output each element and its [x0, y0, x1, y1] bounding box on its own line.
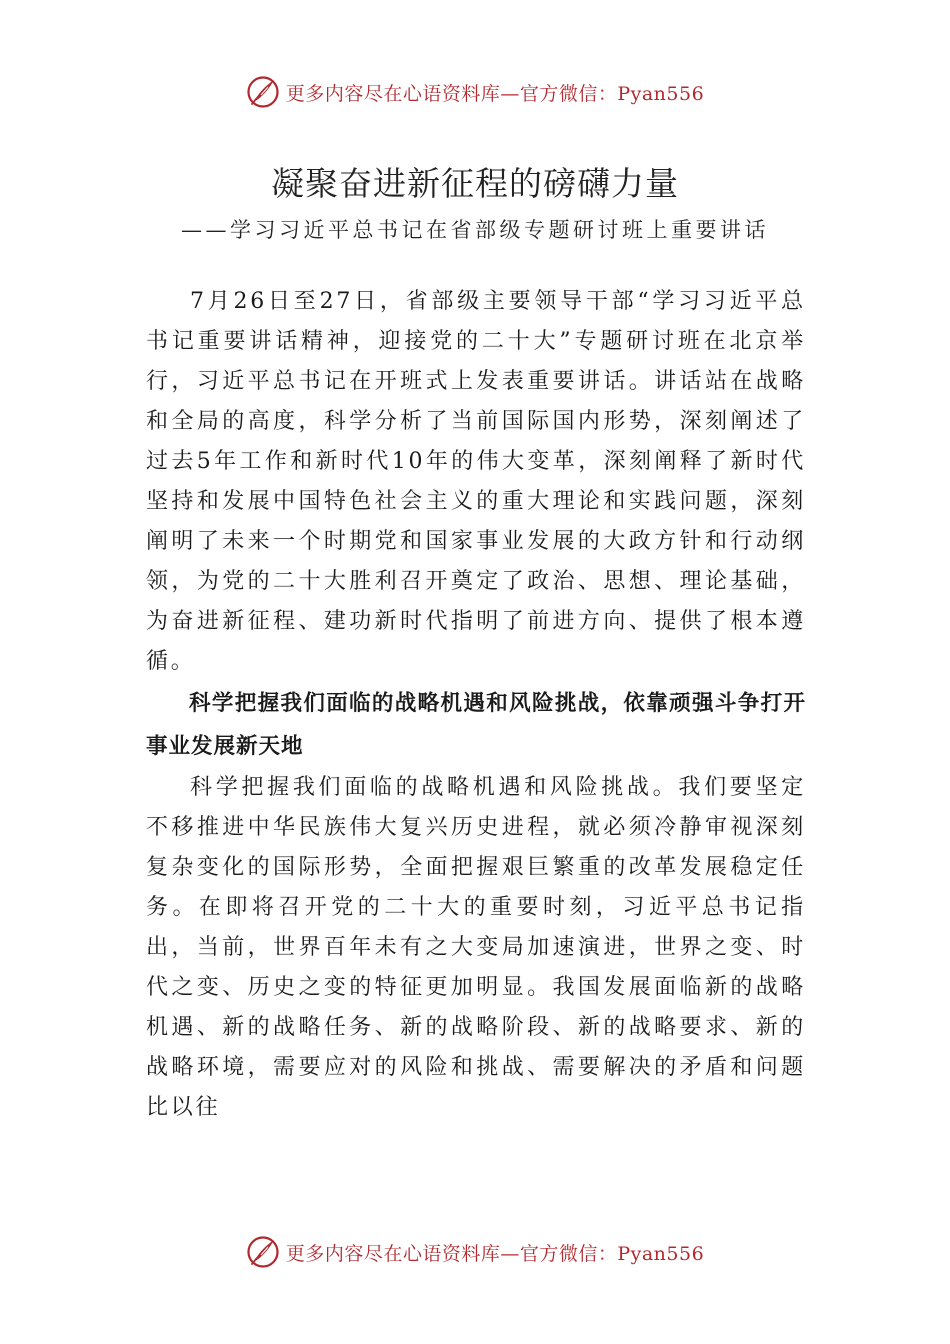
- article-subtitle: ——学习习近平总书记在省部级专题研讨班上重要讲话: [181, 218, 769, 242]
- article-title: 凝聚奋进新征程的磅礴力量: [271, 164, 679, 203]
- section-paragraph: 科学把握我们面临的战略机遇和风险挑战。我们要坚定不移推进中华民族伟大复兴历史进程，就必须冷静审视深刻复杂变化的国际形势，全面把握艰巨繁重的改革发展稳定任务。在即将召开党的二十大的重要时刻，习近平总书记指出，当前，世界百年未有之大变局加速演进，世界之变、时代之变、历史之变的特征更加明显。我国发展面临新的战略机遇、新的战略任务、新的战略阶段、新的战略要求、新的战略环境，需要应对的风险和挑战、需要解决的矛盾和问题比以往: [146, 775, 806, 1120]
- banner-text: 更多内容尽在心语资料库—官方微信：Pyan556: [285, 1242, 705, 1265]
- section-heading: 科学把握我们面临的战略机遇和风险挑战，依靠顽强斗争打开事业发展新天地: [146, 691, 806, 759]
- intro-paragraph: 7月26日至27日，省部级主要领导干部“学习习近平总书记重要讲话精神，迎接党的二十大”专题研讨班在北京举行，习近平总书记在开班式上发表重要讲话。讲话站在战略和全局的高度，科学分析了当前国际国内形势，深刻阐述了过去5年工作和新时代10年的伟大变革，深刻阐释了新时代坚持和发展中国特色社会主义的重大理论和实践问题，深刻阐明了未来一个时期党和国家事业发展的大政方针和行动纲领，为党的二十大胜利召开奠定了政治、思想、理论基础，为奋进新征程、建功新时代指明了前进方向、提供了根本遵循。: [146, 289, 806, 674]
- header-watermark-banner: [0, 72, 950, 112]
- banner-text: 更多内容尽在心语资料库—官方微信：Pyan556: [285, 82, 705, 105]
- article-body: [146, 282, 806, 1128]
- quill-pen-logo-icon: [246, 1235, 280, 1269]
- footer-watermark-banner: [0, 1232, 950, 1272]
- quill-pen-logo-icon: [246, 75, 280, 109]
